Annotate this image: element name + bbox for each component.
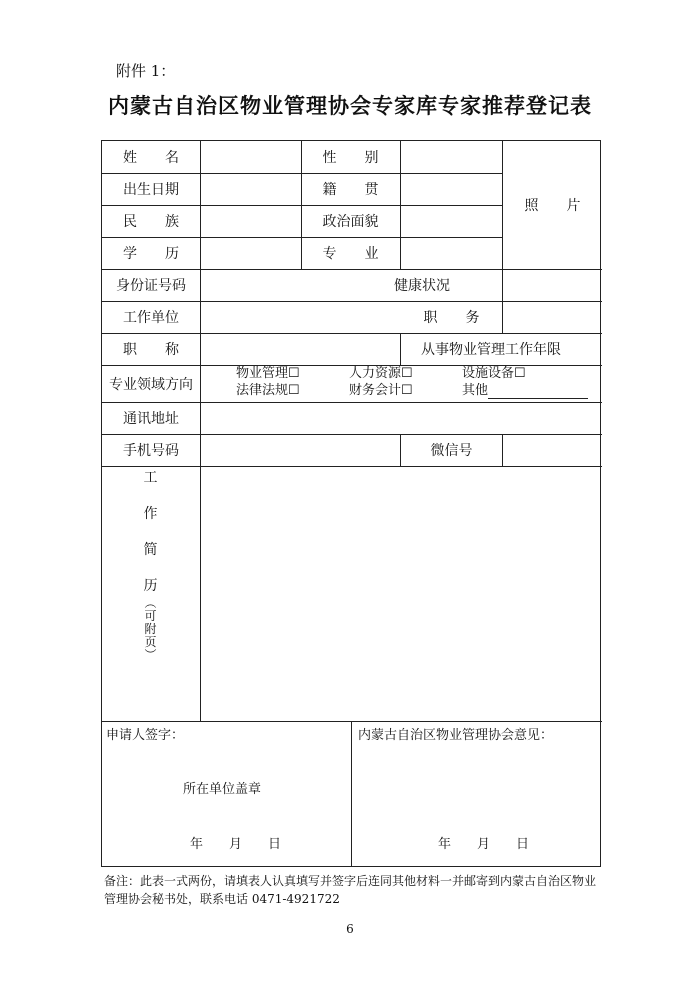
label-address: 通讯地址 <box>123 411 179 427</box>
label-major: 专 业 <box>322 246 379 262</box>
name-field[interactable] <box>201 141 301 173</box>
resume-note-char: 页 <box>144 635 157 649</box>
label-employer: 工作单位 <box>123 310 179 326</box>
political-status-field[interactable] <box>401 205 502 237</box>
label-professional-title: 职 称 <box>123 342 179 358</box>
label-name: 姓 名 <box>123 150 179 166</box>
mobile-field[interactable] <box>201 434 400 466</box>
position-field[interactable] <box>503 301 602 333</box>
label-gender: 性 别 <box>322 150 379 166</box>
domain-options <box>236 365 588 399</box>
option-facilities[interactable]: 设施设备☐ <box>462 366 526 381</box>
resume-note-char: 可 <box>144 609 157 623</box>
resume-char: 简 <box>143 542 158 558</box>
resume-char: 工 <box>143 470 158 486</box>
resume-note-char: 附 <box>144 622 157 636</box>
health-field[interactable] <box>503 269 602 301</box>
option-human-resources[interactable]: 人力资源☐ <box>349 366 413 381</box>
label-id-number: 身份证号码 <box>116 278 186 294</box>
label-political-status: 政治面貌 <box>322 214 379 230</box>
education-field[interactable] <box>201 237 301 269</box>
gender-field[interactable] <box>401 141 502 173</box>
resume-field[interactable] <box>201 467 602 721</box>
ethnicity-field[interactable] <box>201 205 301 237</box>
applicant-signature-label: 申请人签字： <box>106 728 185 743</box>
wechat-field[interactable] <box>503 434 602 466</box>
resume-char: 作 <box>143 506 158 522</box>
label-domain: 专业领域方向 <box>109 376 193 393</box>
label-years-experience: 从事物业管理工作年限 <box>421 342 561 358</box>
left-date: 年 月 日 <box>190 837 282 852</box>
label-wechat: 微信号 <box>430 443 473 459</box>
label-education: 学 历 <box>123 246 179 262</box>
attachment-label: 附件 1： <box>116 62 176 80</box>
resume-paren-close: ︶ <box>144 648 157 662</box>
option-other-line[interactable] <box>488 385 588 399</box>
employer-field[interactable] <box>201 301 401 333</box>
option-law[interactable]: 法律法规☐ <box>236 383 300 398</box>
label-mobile: 手机号码 <box>123 443 179 459</box>
association-opinion-label: 内蒙古自治区物业管理协会意见： <box>358 728 554 743</box>
label-health: 健康状况 <box>394 278 450 294</box>
registration-form <box>101 140 601 867</box>
resume-label <box>102 467 199 662</box>
right-date: 年 月 日 <box>438 837 530 852</box>
footnote: 备注：此表一式两份，请填表人认真填写并签字后连同其他材料一并邮寄到内蒙古自治区物业管理协会秘书处，联系电话 0471-4921722 <box>104 874 597 906</box>
unit-stamp-label: 所在单位盖章 <box>183 782 262 797</box>
label-native-place: 籍 贯 <box>322 182 379 198</box>
page-number: 6 <box>346 922 354 936</box>
label-position: 职 务 <box>423 310 480 326</box>
option-finance[interactable]: 财务会计☐ <box>349 383 413 398</box>
major-field[interactable] <box>401 237 502 269</box>
address-field[interactable] <box>201 402 602 434</box>
photo-box[interactable]: 照 片 <box>524 198 581 214</box>
form-title: 内蒙古自治区物业管理协会专家库专家推荐登记表 <box>108 93 592 118</box>
option-property-management[interactable]: 物业管理☐ <box>236 366 300 381</box>
native-place-field[interactable] <box>401 173 502 205</box>
resume-paren-open: ︵ <box>144 596 157 610</box>
resume-char: 历 <box>143 578 158 594</box>
birth-date-field[interactable] <box>201 173 301 205</box>
label-birth-date: 出生日期 <box>123 182 179 198</box>
option-other-label: 其他 <box>462 383 489 398</box>
label-ethnicity: 民 族 <box>123 214 179 230</box>
professional-title-field[interactable] <box>201 333 400 365</box>
option-other[interactable] <box>462 382 588 399</box>
